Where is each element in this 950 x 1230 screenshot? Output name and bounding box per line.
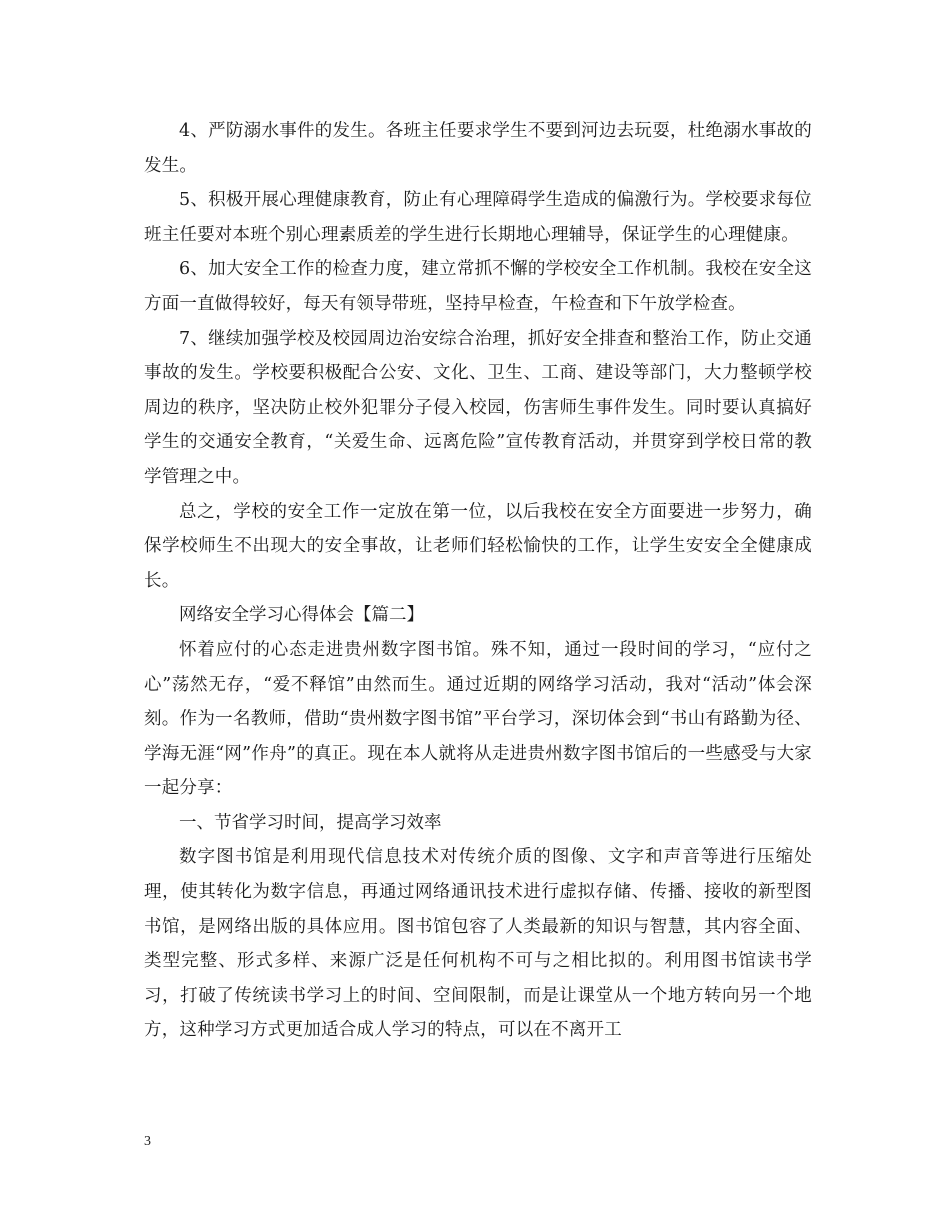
document-body <box>144 114 812 1048</box>
section-title: 网络安全学习心得体会【篇二】 <box>179 605 424 626</box>
paragraph: 5、积极开展心理健康教育，防止有心理障碍学生造成的偏激行为。学校要求每位班主任要对本班个别心理素质差的学生进行长期地心理辅导，保证学生的心理健康。 <box>144 190 812 245</box>
paragraph: 7、继续加强学校及校园周边治安综合治理，抓好安全排查和整治工作，防止交通事故的发生。学校要积极配合公安、文化、卫生、工商、建设等部门，大力整顿学校周边的秩序，坚决防止校外犯罪分子侵入校园，伤害师生事件发生。同时要认真搞好学生的交通安全教育，“关爱生命、远离危险”宣传教育活动，并贯穿到学校日常的教学管理之中。 <box>144 328 812 487</box>
paragraph: 6、加大安全工作的检查力度，建立常抓不懈的学校安全工作机制。我校在安全这方面一直做得较好，每天有领导带班，坚持早检查，午检查和下午放学检查。 <box>144 259 812 314</box>
paragraph: 数字图书馆是利用现代信息技术对传统介质的图像、文字和声音等进行压缩处理，使其转化为数字信息，再通过网络通讯技术进行虚拟存储、传播、接收的新型图书馆，是网络出版的具体应用。图书馆包容了人类最新的知识与智慧，其内容全面、类型完整、形式多样、来源广泛是任何机构不可与之相比拟的。利用图书馆读书学习，打破了传统读书学习上的时间、空间限制，而是让课堂从一个地方转向另一个地方，这种学习方式更加适合成人学习的特点，可以在不离开工 <box>144 847 812 1041</box>
subheading: 一、节省学习时间，提高学习效率 <box>179 812 442 833</box>
page-number: 3 <box>144 1134 151 1149</box>
paragraph: 4、严防溺水事件的发生。各班主任要求学生不要到河边去玩耍，杜绝溺水事故的发生。 <box>144 121 812 176</box>
paragraph: 怀着应付的心态走进贵州数字图书馆。殊不知，通过一段时间的学习，“应付之心”荡然无存，“爱不释馆”由然而生。通过近期的网络学习活动，我对“活动”体会深刻。作为一名教师，借助“贵州数字图书馆”平台学习，深切体会到“书山有路勤为径、学海无涯“网”作舟”的真正。现在本人就将从走进贵州数字图书馆后的一些感受与大家一起分享： <box>144 639 812 799</box>
paragraph: 总之，学校的安全工作一定放在第一位，以后我校在安全方面要进一步努力，确保学校师生不出现大的安全事故，让老师们轻松愉快的工作，让学生安安全全健康成长。 <box>144 501 812 591</box>
